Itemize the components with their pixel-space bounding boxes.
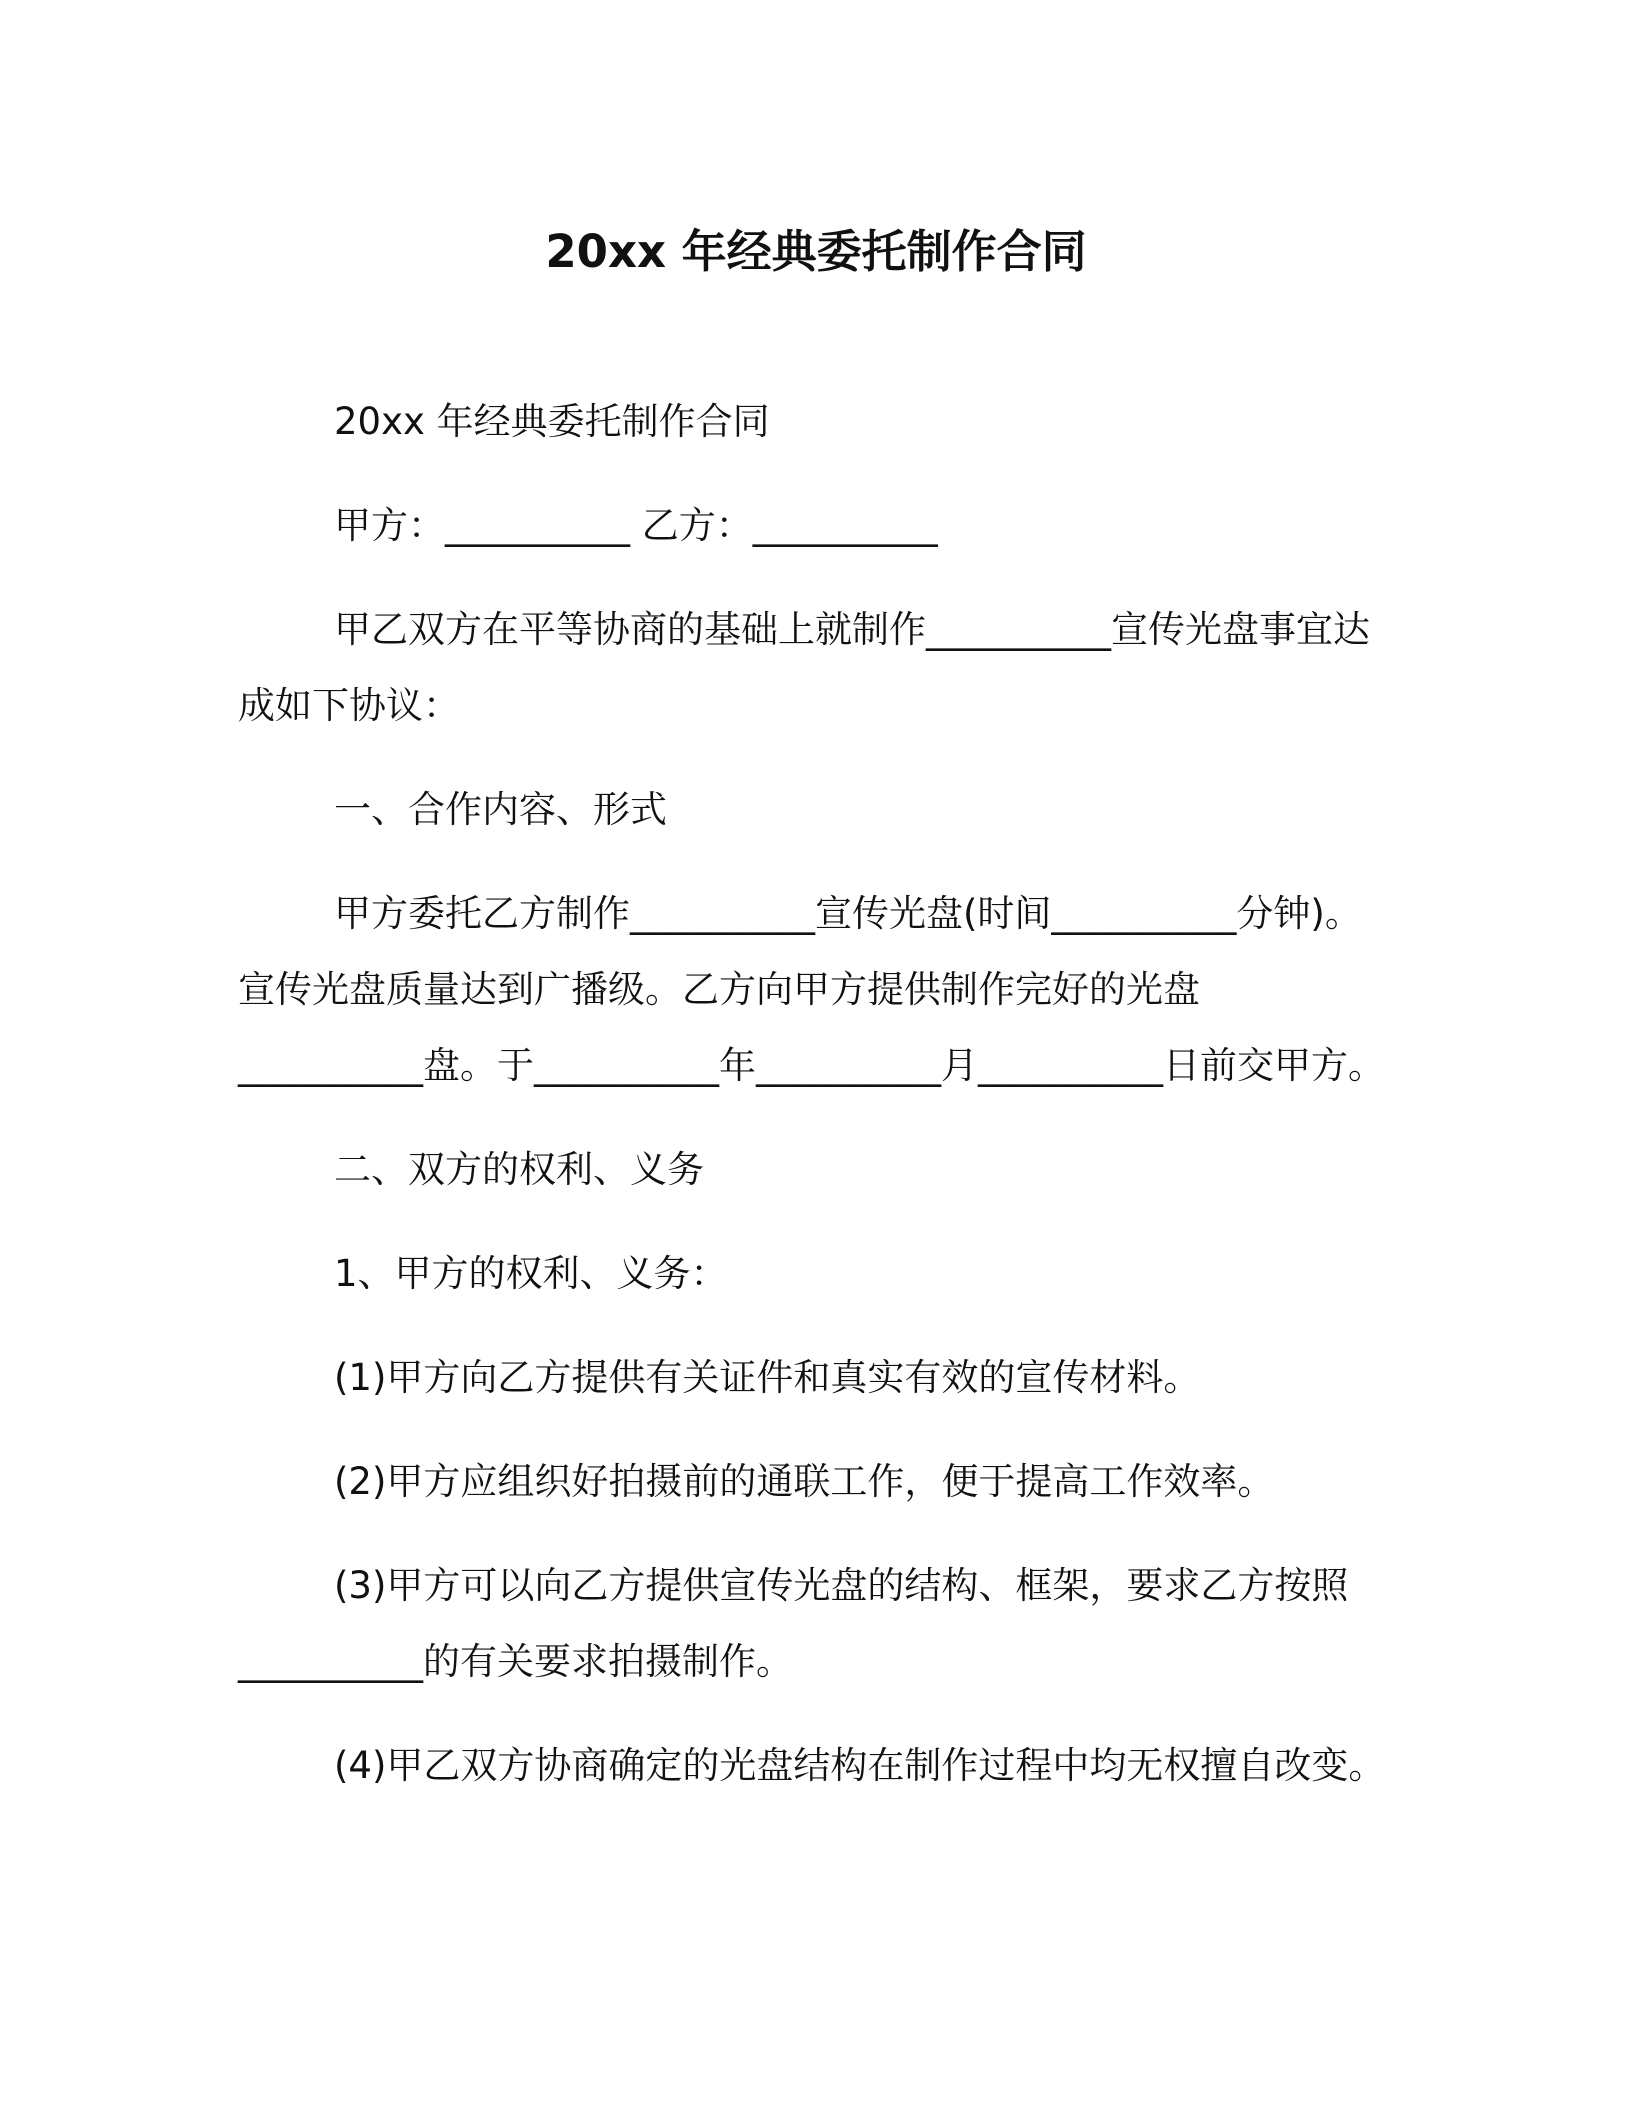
preamble-line-1: 甲乙双方在平等协商的基础上就制作__________宣传光盘事宜达 [334, 608, 1370, 651]
clause-3-line-1: (3)甲方可以向乙方提供宣传光盘的结构、框架，要求乙方按照 [334, 1564, 1349, 1607]
section-1-line-2: 宣传光盘质量达到广播级。乙方向甲方提供制作完好的光盘 [238, 968, 1200, 1011]
document-title: 20xx 年经典委托制作合同 [545, 225, 1087, 278]
clause-3-line-2: __________的有关要求拍摄制作。 [238, 1640, 793, 1683]
section-1-line-3: __________盘。于__________年__________月__________日前交甲方。 [238, 1044, 1385, 1087]
clause-1: (1)甲方向乙方提供有关证件和真实有效的宣传材料。 [334, 1356, 1201, 1399]
clause-4: (4)甲乙双方协商确定的光盘结构在制作过程中均无权擅自改变。 [334, 1744, 1386, 1787]
section-1-heading: 一、合作内容、形式 [334, 788, 667, 831]
subsection-1-heading: 1、甲方的权利、义务： [334, 1252, 728, 1295]
parties-line: 甲方：__________ 乙方：__________ [334, 504, 938, 547]
section-1-line-1: 甲方委托乙方制作__________宣传光盘(时间__________分钟)。 [334, 892, 1362, 935]
section-2-heading: 二、双方的权利、义务 [334, 1148, 704, 1191]
clause-2: (2)甲方应组织好拍摄前的通联工作，便于提高工作效率。 [334, 1460, 1275, 1503]
subtitle-line: 20xx 年经典委托制作合同 [334, 400, 770, 443]
preamble-line-2: 成如下协议： [238, 684, 460, 727]
